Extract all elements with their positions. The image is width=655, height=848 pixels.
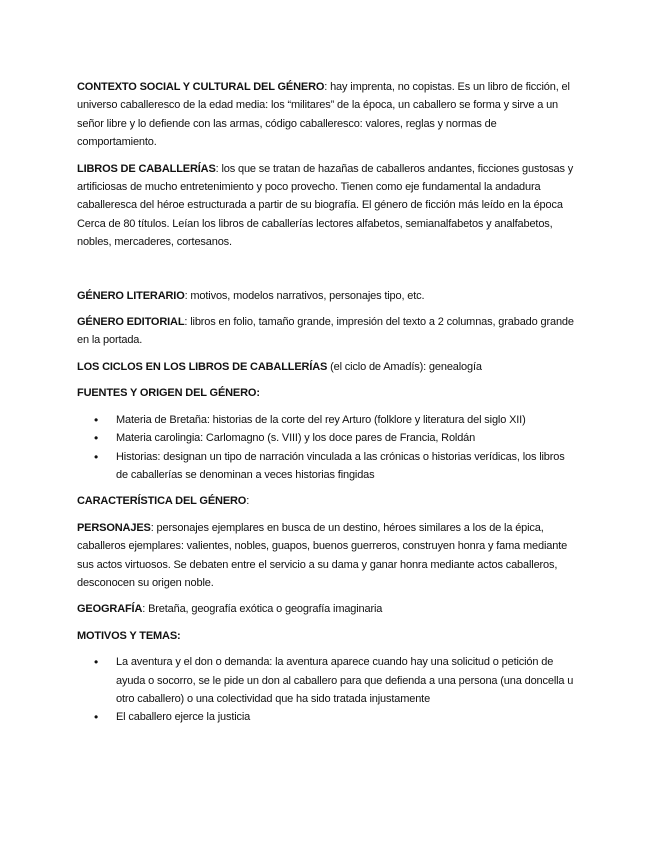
paragraph-personajes [77, 519, 577, 593]
list-item [77, 429, 577, 447]
heading-genero-literario: GÉNERO LITERARIO [77, 289, 185, 302]
text-caracteristica: : [246, 495, 250, 508]
heading-motivos: MOTIVOS Y TEMAS: [77, 629, 181, 642]
text-genero-literario: : motivos, modelos narrativos, personajes tipo, etc. [184, 289, 425, 302]
paragraph-fuentes [77, 384, 577, 402]
list-motivos [77, 653, 577, 727]
paragraph-contexto [77, 78, 577, 152]
paragraph-libros [77, 160, 577, 252]
paragraph-genero-literario [77, 287, 577, 305]
paragraph-caracteristica [77, 492, 577, 510]
text-geografia: : Bretaña, geografía exótica o geografía imaginaria [142, 603, 383, 616]
paragraph-genero-editorial [77, 313, 577, 350]
list-fuentes [77, 411, 577, 485]
blank-gap [77, 260, 577, 287]
bullet-icon: • [94, 431, 99, 446]
list-item-text: Historias: designan un tipo de narración vinculada a las crónicas o historias verídicas, los libros de caballerías se denominan a veces historias fingidas [116, 450, 565, 481]
paragraph-geografia [77, 600, 577, 618]
document-page [77, 78, 577, 735]
list-item [77, 448, 577, 485]
list-item-text: La aventura y el don o demanda: la aventura aparece cuando hay una solicitud o petición de ayuda o socorro, se le pide un don al caballero para que defienda a una persona (una doncella u otro caballero) o una colectividad que ha sido tratada injustamente [116, 656, 574, 705]
text-libros: : los que se tratan de hazañas de caballeros andantes, ficciones gustosas y artificiosas de mucho entretenimiento y poco provecho. Tienen como eje fundamental la andadura caballeresca del héroe estructurada a partir de su biografía. El género de ficción más leído en la época Cerca de 80 títulos. Leían los libros de caballerías lectores alfabetos, semianalfabetos y analfabetos, nobles, mercaderes, cortesanos. [77, 162, 574, 249]
paragraph-motivos [77, 627, 577, 645]
heading-genero-editorial: GÉNERO EDITORIAL [77, 316, 185, 329]
bullet-icon: • [94, 449, 99, 464]
bullet-icon: • [94, 710, 99, 725]
text-genero-editorial: : libros en folio, tamaño grande, impresión del texto a 2 columnas, grabado grande en la portada. [77, 316, 574, 347]
heading-caracteristica: CARACTERÍSTICA DEL GÉNERO [77, 495, 247, 508]
heading-personajes: PERSONAJES [77, 521, 151, 534]
bullet-icon: • [94, 412, 99, 427]
heading-geografia: GEOGRAFÍA [77, 603, 143, 616]
paragraph-ciclos [77, 358, 577, 376]
heading-fuentes: FUENTES Y ORIGEN DEL GÉNERO: [77, 387, 260, 400]
list-item [77, 653, 577, 708]
heading-ciclos: LOS CICLOS EN LOS LIBROS DE CABALLERÍAS [77, 360, 328, 373]
list-item-text: Materia de Bretaña: historias de la corte del rey Arturo (folklore y literatura del siglo XII) [116, 413, 526, 426]
text-ciclos: (el ciclo de Amadís): genealogía [327, 360, 482, 373]
list-item-text: El caballero ejerce la justicia [116, 711, 251, 724]
text-personajes: : personajes ejemplares en busca de un destino, héroes similares a los de la épica, caballeros ejemplares: valientes, nobles, guapos, buenos guerreros, construyen honra y fama mediante sus actos virtuosos. Se debaten entre el servicio a su dama y ganar honra mediante actos caballeros, desconocen su origen noble. [77, 521, 568, 589]
list-item [77, 411, 577, 429]
text-contexto: : hay imprenta, no copistas. Es un libro de ficción, el universo caballeresco de la edad media: los “militares” de la época, un caballero se forma y sirve a un señor libre y lo defiende con las armas, código caballeresco: valores, reglas y normas de comportamiento. [77, 81, 570, 149]
heading-contexto: CONTEXTO SOCIAL Y CULTURAL DEL GÉNERO [77, 81, 325, 93]
heading-libros: LIBROS DE CABALLERÍAS [77, 162, 216, 175]
bullet-icon: • [94, 655, 99, 670]
list-item [77, 708, 577, 726]
list-item-text: Materia carolingia: Carlomagno (s. VIII) y los doce pares de Francia, Roldán [116, 432, 476, 445]
